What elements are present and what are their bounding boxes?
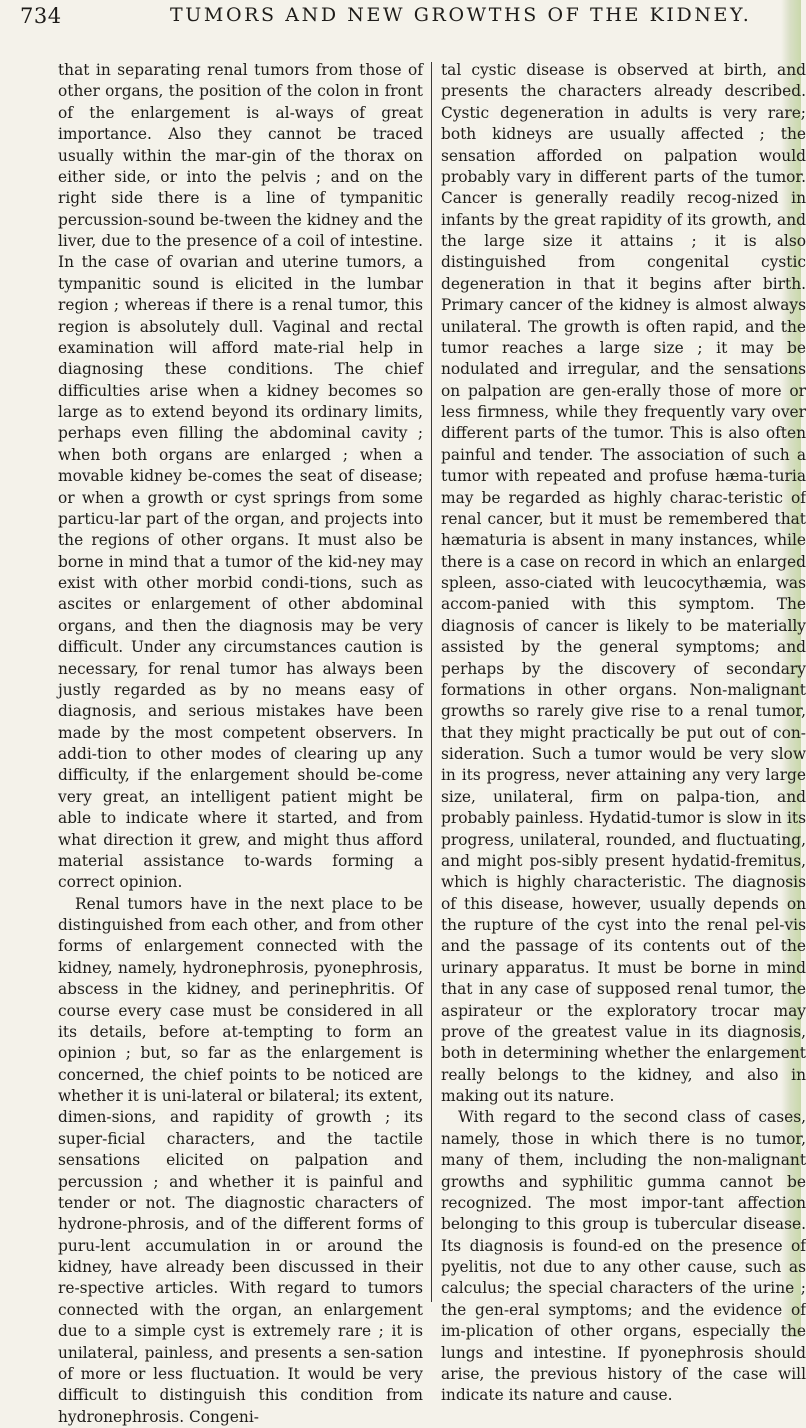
- running-head: TUMORS AND NEW GROWTHS OF THE KIDNEY.: [170, 4, 752, 26]
- paragraph: With regard to the second class of cases, namely, those in which there is no tumor, many of them, including the non-malignant growths and syphilitic gumma cannot be recognized. The most impor-tant affection belonging to this group is tubercular disease. Its diagnosis is found-ed on the presence of pyelitis, not due to any other cause, such as calculus; the special characters of the urine ; the gen-eral symptoms; and the evidence of im-plication of other organs, especially the lungs and intestine. If pyonephrosis should arise, the previous history of the case will indicate its nature and cause.: [441, 1108, 806, 1405]
- paragraph: tal cystic disease is observed at birth, and presents the characters already described. Cystic degeneration in adults is very rare; both kidneys are usually affected ; the sensation afforded on palpation would probably vary in different parts of the tumor. Cancer is generally readily recog-nized in infants by the great rapidity of its growth, and the large size it attains ; it is also distinguished from congenital cystic degeneration in that it begins after birth. Primary cancer of the kidney is almost always unilateral. The growth is often rapid, and the tumor reaches a large size ; it may be nodulated and irregular, and the sensations on palpation are gen-erally those of more or less firmness, while they frequently vary over different parts of the tumor. This is also often painful and tender. The association of such a tumor with repeated and profuse hæma-turia may be regarded as highly charac-teristic of renal cancer, but it must be remembered that hæmaturia is absent in many instances, while there is a case on record in which an enlarged spleen, asso-ciated with leucocythæmia, was accom-panied with this symptom. The diagnosis of cancer is likely to be materially assisted by the general symptoms; and perhaps by the discovery of secondary formations in other organs. Non-malignant growths so rarely give rise to a renal tumor, that they might practically be put out of con-sideration. Such a tumor would be very slow in its progress, never attaining any very large size, unilateral, firm on palpa-tion, and probably painless. Hydatid-tumor is slow in its progress, unilateral, rounded, and fluctuating, and might pos-sibly present hydatid-fremitus, which is highly characteristic. The diagnosis of this disease, however, usually depends on the rupture of the cyst into the renal pel-vis and the passage of its contents out of the urinary apparatus. It must be borne in mind that in any case of supposed renal tumor, the aspirateur or the exploratory trocar may prove of the greatest value in its diagnosis, both in determining whether the enlargement really belongs to the kidney, and also in making out its nature.: [441, 61, 806, 1105]
- paragraph: Renal tumors have in the next place to be distinguished from each other, and from other forms of enlargement connected with the kidney, namely, hydronephrosis, pyonephrosis, abscess in the kidney, and perinephritis. Of course every case must be considered in all its details, before at-tempting to form an opinion ; but, so far as the enlargement is concerned, the chief points to be noticed are whether it is uni-lateral or bilateral; its extent, dimen-sions, and rapidity of growth ; its super-ficial characters, and the tactile sensations elicited on palpation and percussion ; and whether it is painful and tender or not. The diagnostic characters of hydrone-phrosis, and of the different forms of puru-lent accumulation in or around the kidney, have already been discussed in their re-spective articles. With regard to tumors connected with the organ, an enlargement due to a simple cyst is extremely rare ; it is unilateral, painless, and presents a sen-sation of more or less fluctuation. It would be very difficult to distinguish this condition from hydronephrosis. Congeni-: [58, 894, 423, 1426]
- page-header: [20, 4, 780, 34]
- right-column: [441, 60, 806, 1405]
- page-number: 734: [20, 4, 62, 28]
- left-column: [58, 60, 423, 1426]
- column-divider: [431, 62, 432, 1302]
- paragraph: that in separating renal tumors from those of other organs, the position of the colon in front of the enlargement is al-ways of great importance. Also they cannot be traced usually within the mar-gin of the thorax on either side, or into the pelvis ; and on the right side there is a line of tympanitic percussion-sound be-tween the kidney and the liver, due to the presence of a coil of intestine. In the case of ovarian and uterine tumors, a tympanitic sound is elicited in the lumbar region ; whereas if there is a renal tumor, this region is absolutely dull. Vaginal and rectal examination will afford mate-rial help in diagnosing these conditions. The chief difficulties arise when a kidney becomes so large as to extend beyond its ordinary limits, perhaps even filling the abdominal cavity ; when both organs are enlarged ; when a movable kidney be-comes the seat of disease; or when a growth or cyst springs from some particu-lar part of the organ, and projects into the regions of other organs. It must also be borne in mind that a tumor of the kid-ney may exist with other morbid condi-tions, such as ascites or enlargement of other abdominal organs, and then the diagnosis may be very difficult. Under any circumstances caution is necessary, for renal tumor has always been justly regarded as by no means easy of diagnosis, and serious mistakes have been made by the most competent observers. In addi-tion to other modes of clearing up any difficulty, if the enlargement should be-come very great, an intelligent patient might be able to indicate where it started, and from what direction it grew, and might thus afford material assistance to-wards forming a correct opinion.: [58, 61, 423, 892]
